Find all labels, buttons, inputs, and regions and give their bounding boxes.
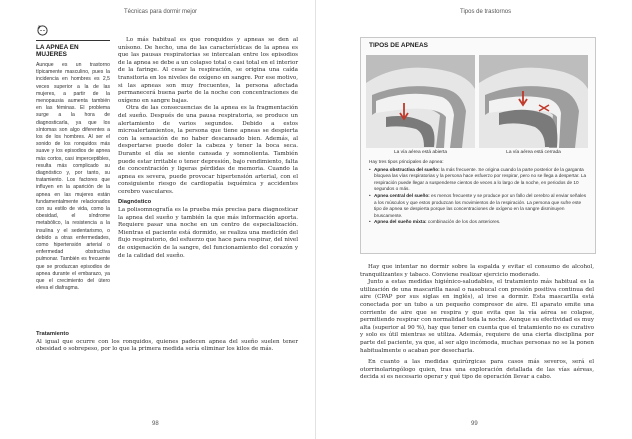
paragraph: La polisomnografía es la prueba más precisa para diagnosticar la apnea del sueño y también la que más información aporta. Requiere pasar una noche en un centro de especialización. Mientras el paciente está dormido, se realiza una medición del flujo respiratorio, del esfuerzo que hace para respirar, del nivel de oxigenación de la sangre, del funcionamiento del corazón y de la calidad del sueño. [118, 207, 298, 259]
list-item [369, 167, 587, 193]
running-header-left: Técnicas para dormir mejor [124, 9, 198, 15]
tratamiento-section [36, 331, 298, 354]
paragraph: Otra de las consecuencias de la apnea es la fragmentación del sueño. Después de una pausa respiratoria, se produce un alertamiento de varios segundos. Debido a estos microalertamientos, la persona que tiene apneas se despierta con la sensación de no haber descansado bien. Además, al despertarse puede doler la cabeza y tener la boca seca. Durante el día se siente cansada y somnolienta. También puede estar irritable o tener depresión, bajo rendimiento, falta de concentración y ligeras pérdidas de memoria. Cuando la apnea es severa, puede provocar hipertensión arterial, con el consiguiente riesgo de cardiopatía isquémica y accidentes cerebro vasculares. [118, 105, 298, 195]
definition: es menos frecuente y se produce por un fallo del cerebro al enviar señales a los músculos y que estos produzcan los movimientos de la respiración. La persona que sufre este tipo de apnea se despierta porque las concentraciones de oxígeno en la sangre disminuyen bruscamente. [374, 192, 587, 218]
list-item [369, 219, 587, 226]
main-column-left [118, 37, 298, 260]
term: Apnea central del sueño: [374, 192, 430, 198]
paragraph: Hay que intentar no dormir sobre la espalda y evitar el consumo de alcohol, tranquilizantes y tabaco. Conviene realizar ejercicio moderado. [360, 264, 594, 278]
paragraph: Lo más habitual es que ronquidos y apneas se den al unísono. De hecho, una de las características de la apnea es que las pausas respiratorias se intercalan entre los episodios de la apnea se debe a un colapso total o casi total en el interior de la faringe. Al cesar la respiración, se origina una caída transitoria en los niveles de oxígeno en sangre. Por ese motivo, si las apneas son muy frecuentes, la persona afectada permanecerá buena parte de la noche con concentraciones de oxígeno en sangre bajas. [118, 37, 298, 104]
definition: la más frecuente. Se origina cuando la parte posterior de la garganta bloquea las vías respiratorias y la persona hace esfuerzo por respirar, pero no se llega a despertar. La respiración puede llegar a suspenderse cientos de veces a lo largo de la noche, en periodos de 10 segundos o más. [374, 166, 587, 192]
main-column-right [360, 264, 594, 382]
figure-title: TIPOS DE APNEAS [369, 42, 428, 49]
sidebar-box-apnea-mujeres [36, 40, 110, 293]
term: Apnea del sueño mixta: [374, 219, 427, 225]
apnea-types-figure [360, 37, 596, 254]
sidebar-title: LA APNEA EN MUJERES [36, 40, 110, 58]
running-header-right: Tipos de trastornos [460, 9, 512, 15]
apnea-types-description [369, 159, 587, 226]
list-item [369, 193, 587, 219]
section-heading-diagnostico: Diagnóstico [118, 199, 152, 206]
paragraph: Al igual que ocurre con los ronquidos, quienes padecen apnea del sueño suelen tener obesidad o sobrepeso, por lo que la primera medida sería eliminar los kilos de más. [36, 338, 298, 353]
open-airway-illustration [366, 55, 475, 148]
paragraph: Junto a estas medidas higiénico-saludables, el tratamiento más habitual es la utilización de una mascarilla nasal o nasobucal con presión positiva continua del aire (CPAP por sus siglas en inglés), al irse a dormir. Esta mascarilla está conectada por un tubo a un pequeño compresor de aire. El aparato emite una corriente de aire que se respira y que evita que la vía aérea se colapse, permitiendo respirar con normalidad toda la noche. Aunque su efectividad es muy alta (superior al 90 %), hay que tener en cuenta que el tratamiento no es curativo y solo es útil mientras se utiliza. Además, requiere de una cierta disciplina por parte del paciente, ya que, al ser algo incómoda, muchas personas no se la ponen habitualmente o acaban por desecharla. [360, 279, 594, 354]
closed-airway-illustration [479, 55, 588, 148]
page-number-left: 98 [152, 421, 159, 427]
caption-closed-airway: La vía aérea está cerrada [506, 150, 561, 155]
figure-intro: Hay tres tipos principales de apnea: [369, 159, 444, 164]
term: Apnea obstructiva del sueño: [374, 166, 440, 172]
page-number-right: 99 [471, 421, 478, 427]
section-heading-tratamiento: Tratamiento [36, 331, 69, 337]
caption-open-airway: La vía aérea está abierta [393, 150, 448, 155]
sleeping-moon-icon [36, 24, 49, 36]
definition: combinación de los dos anteriores. [426, 219, 501, 225]
paragraph: En cuanto a las medidas quirúrgicas para casos más severos, será el otorrinolaringólogo quien, tras una exploración detallada de las vías aéreas, decida si es necesario operar y qué tipo de operación llevar a cabo. [360, 359, 594, 381]
sidebar-text: Aunque es un trastorno típicamente masculino, pues la incidencia en hombres es 2,5 veces superior a la de las mujeres, a partir de la menopausia aumenta también en las féminas. El problema surge a la hora de diagnosticarla, ya que los síntomas son algo diferentes a los de los hombres. Al ser el sonido de los ronquidos más suave y los episodios de apnea más cortos, casi imperceptibles, resulta más complicado su diagnóstico y, por tanto, su tratamiento. Los factores que influyen en la aparición de la apnea en las mujeres están fundamentalmente relacionados con su estilo de vida, como la obesidad, el síndrome metabólico, la resistencia a la insulina y el sedentarismo, o debido a otras enfermedades, como hipertensión arterial o enfermedad obstructiva pulmonar. También es frecuente que se produzcan episodios de apnea durante el embarazo, ya que el crecimiento del útero eleva el diafragma. [36, 62, 110, 292]
